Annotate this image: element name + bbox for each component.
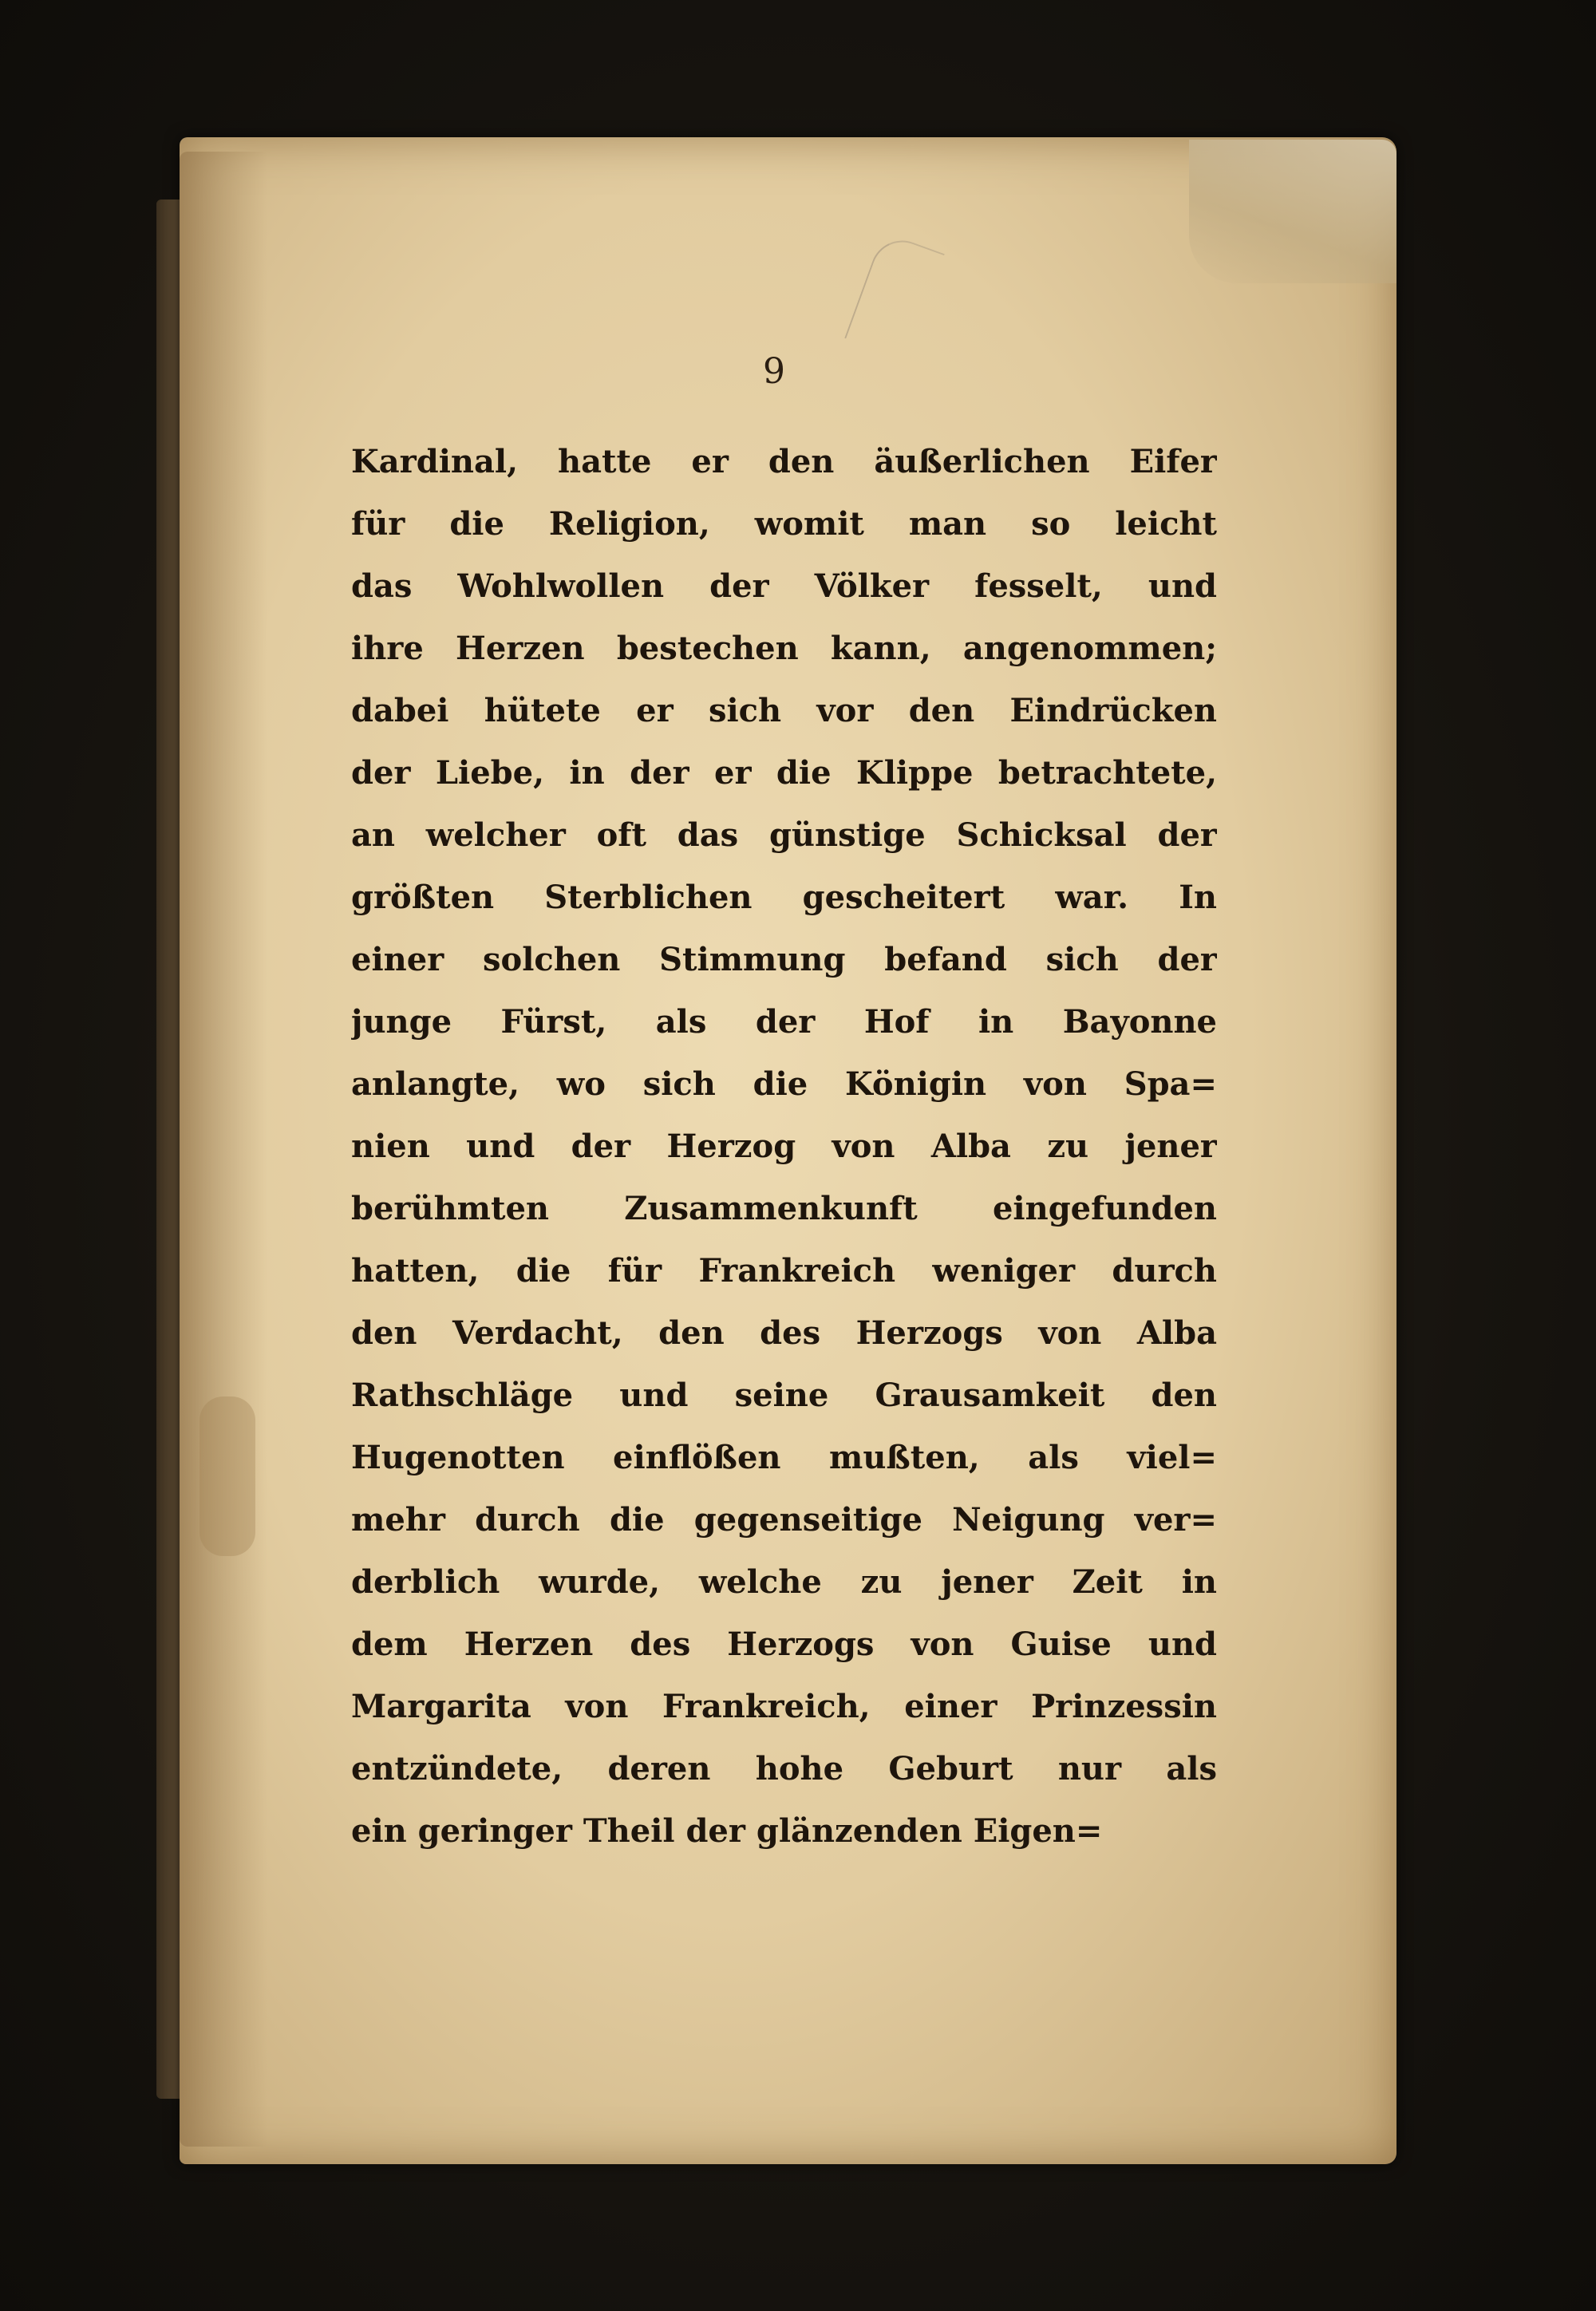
text-line: ein geringer Theil der glänzenden Eigen= [351,1812,1103,1850]
text-line: größten Sterblichen gescheitert war. In [351,879,1217,916]
text-line: derblich wurde, welche zu jener Zeit in [351,1563,1217,1601]
text-line: dabei hütete er sich vor den Eindrücken [351,692,1217,729]
page-number: 9 [763,351,785,392]
text-line: berühmten Zusammenkunft eingefunden [351,1190,1217,1227]
text-line: einer solchen Stimmung befand sich der [351,941,1217,978]
text-line: für die Religion, womit man so leicht [351,505,1217,543]
text-line: anlangte, wo sich die Königin von Spa= [351,1065,1217,1103]
text-line: dem Herzen des Herzogs von Guise und [351,1626,1217,1663]
text-line: Kardinal, hatte er den äußerlichen Eifer [351,443,1217,480]
body-text [351,431,1217,1867]
text-line: Hugenotten einflößen mußten, als viel= [351,1439,1217,1476]
text-line: entzündete, deren hohe Geburt nur als [351,1750,1217,1788]
text-line: hatten, die für Frankreich weniger durch [351,1252,1217,1290]
text-line: ihre Herzen bestechen kann, angenommen; [351,630,1217,667]
text-line: Rathschläge und seine Grausamkeit den [351,1377,1217,1414]
text-line: mehr durch die gegenseitige Neigung ver= [351,1501,1217,1539]
page-stain [200,1396,255,1556]
text-line: den Verdacht, den des Herzogs von Alba [351,1314,1217,1352]
text-line: das Wohlwollen der Völker fesselt, und [351,567,1217,605]
folded-corner [1189,140,1396,283]
text-line: Margarita von Frankreich, einer Prinzessin [351,1688,1217,1725]
text-line: nien und der Herzog von Alba zu jener [351,1128,1217,1165]
text-line: junge Fürst, als der Hof in Bayonne [351,1003,1217,1041]
text-line: an welcher oft das günstige Schicksal der [351,816,1217,854]
text-line: der Liebe, in der er die Klippe betrachtete, [351,754,1217,792]
page-edge-shadow [180,152,267,2147]
